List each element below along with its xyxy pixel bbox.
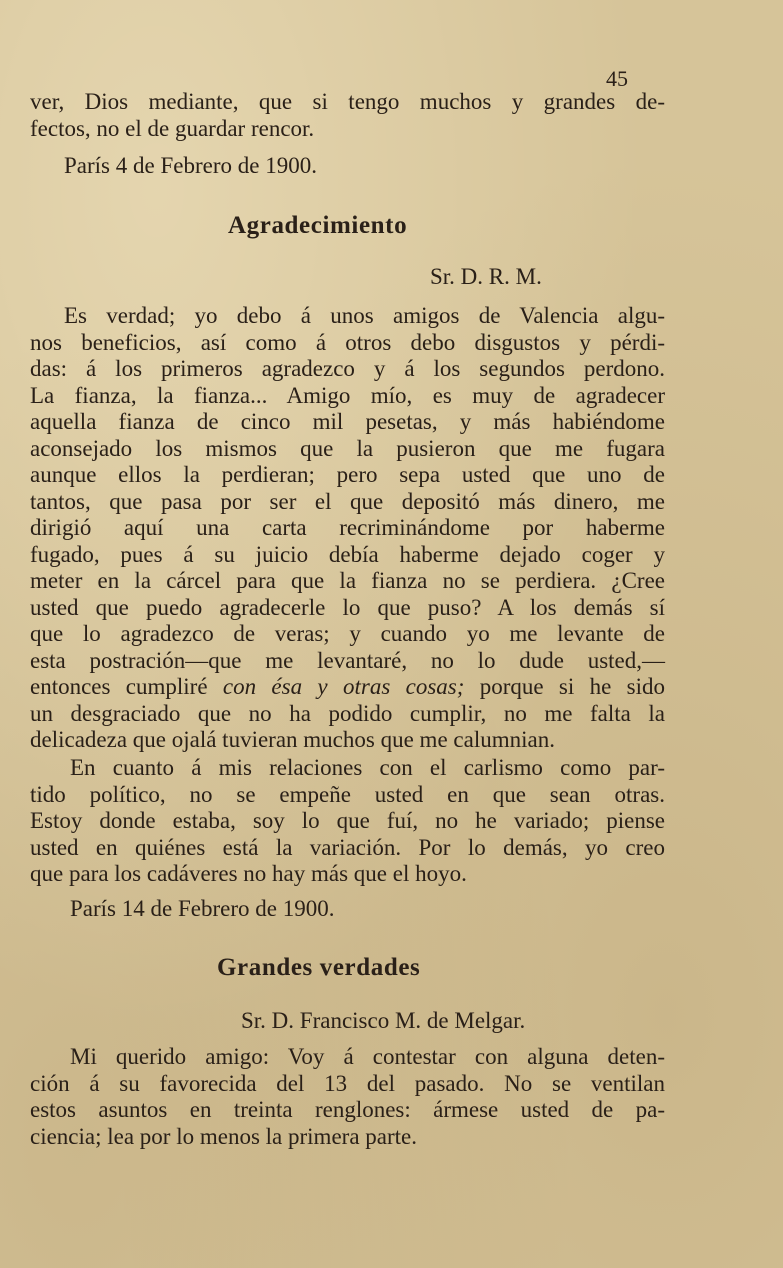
section2-paragraph-1	[30, 1044, 665, 1150]
text-line: En cuanto á mis relaciones con el carlismo como par-	[70, 755, 665, 780]
section-title-agradecimiento: Agradecimiento	[228, 212, 408, 239]
text-line: Mi querido amigo: Voy á contestar con alguna deten-	[70, 1044, 665, 1069]
section1-paragraph-2	[30, 755, 665, 888]
text-line: usted en quiénes está la variación. Por lo demás, yo creo	[30, 834, 665, 860]
text-line: que para los cadáveres no hay más que el hoyo.	[30, 861, 467, 886]
text-line: ciencia; lea por lo menos la primera parte.	[30, 1123, 417, 1149]
salutation-1: Sr. D. R. M.	[430, 264, 542, 289]
text-line: aquella fianza de cinco mil pesetas, y más habiéndome	[30, 409, 665, 434]
text-line: estos asuntos en treinta renglones: ármese usted de pa-	[30, 1097, 665, 1122]
text-line: fugado, pues á su juicio debía haberme dejado coger y	[30, 541, 665, 567]
text-line: dirigió aquí una carta recriminándome por haberme	[30, 515, 665, 540]
text-line: ción á su favorecida del 13 del pasado. No se ventilan	[30, 1070, 665, 1096]
text-line: un desgraciado que no ha podido cumplir, no me falta la	[30, 700, 665, 726]
intro-dateline: París 4 de Febrero de 1900.	[64, 153, 317, 178]
text-line: Es verdad; yo debo á unos amigos de Valencia algu-	[64, 303, 665, 328]
section-title-grandes-verdades: Grandes verdades	[217, 954, 421, 981]
text-line-with-italic	[30, 674, 665, 701]
text-line: La fianza, la fianza... Amigo mío, es muy de agradecer	[30, 382, 665, 408]
text-line: ver, Dios mediante, que si tengo muchos y grandes de-	[30, 89, 665, 114]
intro-paragraph	[30, 89, 665, 142]
text-fragment: porque si he sido	[464, 674, 665, 699]
text-line: usted que puedo agradecerle lo que puso? A los demás sí	[30, 594, 665, 620]
text-fragment: entonces cumpliré	[30, 674, 223, 699]
text-line: fectos, no el de guardar rencor.	[30, 115, 315, 141]
text-line: esta postración—que me levantaré, no lo dude usted,—	[30, 647, 665, 673]
section1-paragraph-1	[30, 303, 665, 754]
text-line: que lo agradezco de veras; y cuando yo me levante de	[30, 621, 665, 646]
text-line: delicadeza que ojalá tuvieran muchos que me calumnian.	[30, 727, 555, 752]
salutation-2: Sr. D. Francisco M. de Melgar.	[241, 1008, 526, 1033]
text-line: aunque ellos la perdieran; pero sepa usted que uno de	[30, 462, 665, 487]
text-line: tantos, que pasa por ser el que depositó más dinero, me	[30, 488, 665, 514]
page-number: 45	[606, 66, 628, 91]
text-line: tido político, no se empeñe usted en que sean otras.	[30, 781, 665, 807]
text-line: nos beneficios, así como á otros debo disgustos y pérdi-	[30, 329, 665, 355]
text-line: Estoy donde estaba, soy lo que fuí, no he variado; piense	[30, 808, 665, 833]
italic-phrase: con ésa y otras cosas;	[222, 674, 465, 699]
text-line: aconsejado los mismos que la pusieron que me fugara	[30, 435, 665, 461]
text-line: meter en la cárcel para que la fianza no se perdiera. ¿Cree	[30, 568, 665, 593]
text-line: das: á los primeros agradezco y á los segundos perdono.	[30, 356, 665, 381]
section1-dateline: París 14 de Febrero de 1900.	[70, 896, 335, 921]
